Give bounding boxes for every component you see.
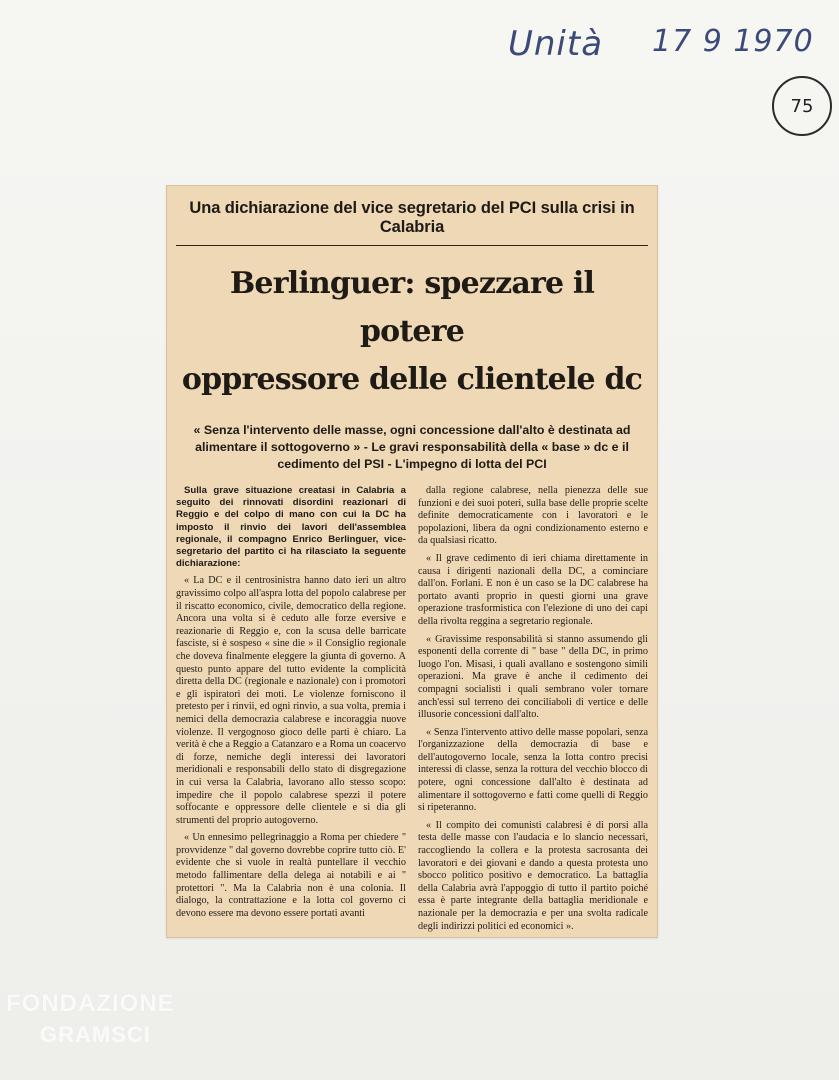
article-column-1 bbox=[176, 485, 406, 938]
article-paragraph: « Il compito dei comunisti calabresi è di porsi alla testa delle masse con l'audacia e lo slancio necessari, raccogliendo la collera e la protesta sacrosanta dei lavoratori e dei giovani e dando a questa protesta uno sbocco politico positivo e democratico. La battaglia della Calabria avrà l'appoggio di tutto il partito poiché essa è parte integrante della battaglia meridionale e nazionale per la democrazia e per una svolta radicale degli indirizzi politici ed economici ». bbox=[418, 819, 648, 932]
article-paragraph: « Il grave cedimento di ieri chiama direttamente in causa i dirigenti nazionali della DC, a cominciare dall'on. Forlani. E non è un caso se la DC calabrese ha portato avanti proprio in questi giorni una grave operazione trasformistica con l'elezione di uno dei capi della rivolta reggina a segretario regionale. bbox=[418, 552, 648, 627]
article-column-2 bbox=[418, 485, 648, 938]
article-subhead: « Senza l'intervento delle masse, ogni concessione dall'alto è destinata ad alimentare il sottogoverno » - Le gravi responsabilità della « base » dc e il cedimento del PSI - L'impegno di lotta del PCI bbox=[193, 423, 631, 471]
article-paragraph: « La DC e il centrosinistra hanno dato ieri un altro gravissimo colpo all'aspra lotta del popolo calabrese per il riscatto economico, civile, democratico della regione. Ancora una volta si è ceduto alle forze eversive e reazionarie di Reggio e, con la scusa delle barricate fasciste, si è sospeso « sine die » il Consiglio regionale che doveva finalmente eleggere la giunta di governo. A questo punto appare del tutto evidente la complicità diretta della DC (regionale e nazionale) con i promotori e gli ispiratori dei moti. Le violenze forniscono il pretesto per i rinvii, ed ogni rinvio, a sua volta, premia i nemici della democrazia calabrese e incoraggia nuove violenze. Il vergognoso gioco delle parti è chiaro. La verità è che a Reggio a Catanzaro e a Roma un coacervo di forze, nemiche degli interessi dei lavoratori meridionali e responsabili dello stato di disgregazione in cui versa la Calabria, lavorano allo stesso scopo: impedire che il popolo calabrese spezzi il potere soffocante e oppressore delle clientele e si dia gli strumenti del proprio autogoverno. bbox=[176, 575, 406, 826]
archive-watermark-line-2: GRAMSCI bbox=[40, 1022, 151, 1047]
article-lead-paragraph: Sulla grave situazione creatasi in Calabria a seguito dei rinnovati disordini reazionari di Reggio e del colpo di mano con cui la DC ha imposto il rinvio dei lavori dell'assemblea regionale, il compagno Enrico Berlinguer, vice-segretario del partito ci ha rilasciato la seguente dichiarazione: bbox=[176, 485, 406, 570]
handwritten-newspaper-name: Unità bbox=[508, 24, 604, 64]
article-headline bbox=[176, 260, 648, 404]
archive-watermark-line-1: FONDAZIONE bbox=[6, 990, 175, 1017]
kicker-rule bbox=[176, 245, 648, 246]
article-body bbox=[176, 485, 648, 938]
newspaper-clipping bbox=[166, 185, 658, 938]
article-paragraph: « Un ennesimo pellegrinaggio a Roma per chiedere " provvidenze " dal governo dovrebbe coprire tutto ciò. E' evidente che si vuole in realtà puntellare il vecchio metodo fallimentare della delega ai notabili e ai " protettori ". Ma la Calabria non è una colonia. Il dialogo, la contrattazione e la lotta col governo ci devono essere ma devono essere portati avanti bbox=[176, 832, 406, 919]
article-kicker: Una dichiarazione del vice segretario del PCI sulla crisi in Calabria bbox=[189, 199, 635, 236]
handwritten-date: 17 9 1970 bbox=[652, 24, 814, 59]
headline-line-1: Berlinguer: spezzare il potere bbox=[229, 266, 595, 349]
article-paragraph: dalla regione calabrese, nella pienezza delle sue funzioni e dei suoi poteri, sulla base delle proprie scelte definite democraticamente con i lavoratori e le popolazioni, libera da ogni condizionamento esterno e da qualsiasi ricatto. bbox=[418, 485, 648, 547]
article-paragraph: « Senza l'intervento attivo delle masse popolari, senza l'organizzazione della democrazia di base e dell'autogoverno locale, senza la lotta contro precisi interessi di classe, senza la rottura del vecchio blocco di potere, ogni concessione dall'alto è destinata ad alimentare il sottogoverno e fatti come quelli di Reggio si ripeteranno. bbox=[418, 726, 648, 814]
handwritten-page-number: 75 bbox=[772, 76, 832, 136]
headline-line-2: oppressore delle clientele dc bbox=[181, 362, 643, 397]
article-paragraph: « Gravissime responsabilità si stanno assumendo gli esponenti della corrente di " base " della DC, in primo luogo l'on. Misasi, i quali avallano e sostengono simili operazioni. Ma grave è anche il cedimento dei compagni socialisti i quali sembrano voler tornare anch'essi sul terreno dei conciliaboli di vertice e delle illusorie concessioni dall'alto. bbox=[418, 633, 648, 721]
